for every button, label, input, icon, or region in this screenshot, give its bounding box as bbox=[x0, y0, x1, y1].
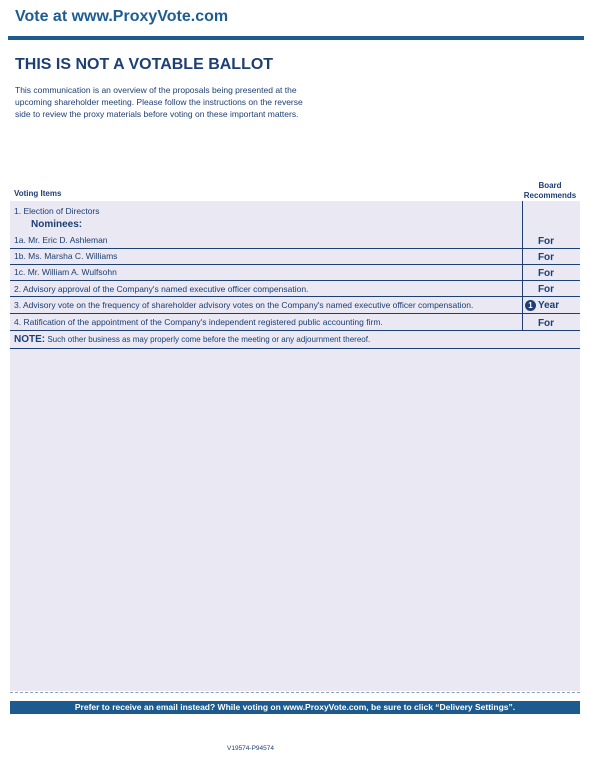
row-divider bbox=[10, 296, 580, 297]
row-divider bbox=[10, 264, 580, 265]
item-2-label: 2. Advisory approval of the Company's named executive officer compensation. bbox=[14, 284, 309, 294]
row-divider bbox=[10, 313, 580, 314]
column-divider bbox=[522, 201, 523, 330]
item-1b-recommendation: For bbox=[537, 252, 555, 263]
note-text: Such other business as may properly come before the meeting or any adjournment thereof. bbox=[47, 335, 371, 344]
email-delivery-banner: Prefer to receive an email instead? While voting on www.ProxyVote.com, be sure to click “Delivery Settings”. bbox=[10, 701, 580, 714]
note-divider bbox=[10, 348, 580, 349]
item-4-recommendation: For bbox=[537, 318, 555, 329]
row-divider bbox=[10, 248, 580, 249]
item-3-label: 3. Advisory vote on the frequency of shareholder advisory votes on the Company's named executive officer compensation. bbox=[14, 300, 474, 310]
document-code: V19574-P94574 bbox=[227, 745, 274, 752]
item-2-recommendation: For bbox=[537, 284, 555, 295]
item-4-label: 4. Ratification of the appointment of the Company's independent registered public accounting firm. bbox=[14, 317, 383, 327]
header-rule bbox=[8, 36, 584, 40]
item-1c-recommendation: For bbox=[537, 268, 555, 279]
voting-items-header: Voting Items bbox=[14, 189, 62, 198]
intro-paragraph: This communication is an overview of the proposals being presented at the upcoming shareholder meeting. Please follow the instructions on the reverse side to review the proxy materials before voting on these important matters. bbox=[15, 85, 303, 119]
note-label: NOTE: bbox=[14, 334, 46, 345]
nominees-label: Nominees: bbox=[31, 219, 83, 230]
election-of-directors-label: 1. Election of Directors bbox=[14, 206, 100, 216]
item-1b-label: 1b. Ms. Marsha C. Williams bbox=[14, 251, 118, 261]
panel-bottom-dashed-rule bbox=[10, 692, 580, 693]
row-divider bbox=[10, 330, 580, 331]
item-1c-label: 1c. Mr. William A. Wulfsohn bbox=[14, 267, 117, 277]
row-divider bbox=[10, 280, 580, 281]
site-title: Vote at www.ProxyVote.com bbox=[15, 8, 229, 25]
ballot-title: THIS IS NOT A VOTABLE BALLOT bbox=[15, 56, 274, 73]
item-3-recommendation-text: Year bbox=[538, 300, 560, 311]
item-3-recommendation bbox=[525, 300, 559, 311]
item-1a-recommendation: For bbox=[537, 236, 555, 247]
item-1a-label: 1a. Mr. Eric D. Ashleman bbox=[14, 235, 108, 245]
board-recommends-header: Board Recommends bbox=[523, 181, 577, 200]
one-year-icon: 1 bbox=[525, 300, 536, 311]
note-line bbox=[14, 334, 370, 345]
